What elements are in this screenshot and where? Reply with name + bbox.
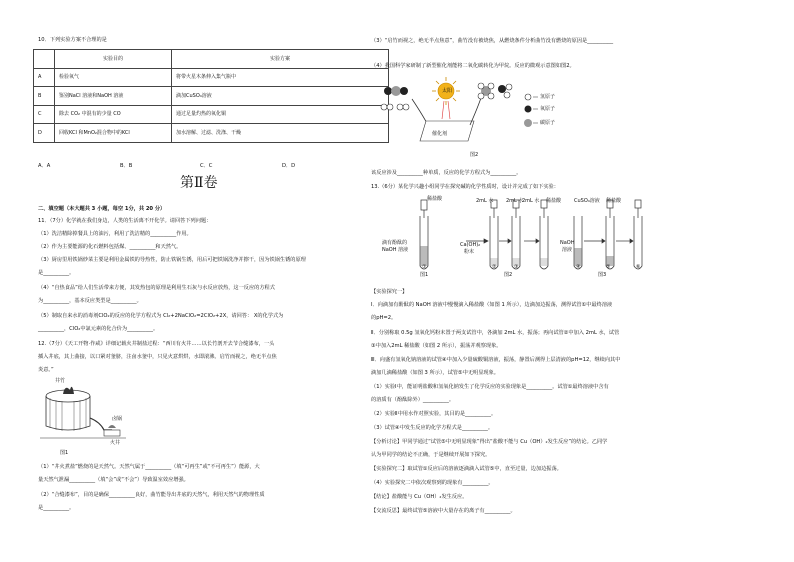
table-row xyxy=(34,68,389,87)
step1-line1: Ⅰ．向滴加有酚酞的 NaOH 溶液中慢慢滴入稀盐酸（如图 1 所示），边滴加边振荡，测得试管①中最终溶液 xyxy=(371,302,613,308)
q11-part1: （1）洗洁精除掉餐具上的油污，利用了洗洁精的__________作用。 xyxy=(38,231,192,237)
table-cell: D xyxy=(34,124,55,143)
step1-line2: 的pH=2。 xyxy=(371,315,397,321)
table-cell: 除去 CO₂ 中混有的少量 CO xyxy=(55,105,172,124)
option-b[interactable]: B．B xyxy=(120,163,133,169)
table-cell: 回收KCl 和MnO₂混合物中的KCl xyxy=(55,124,172,143)
table-header-cell xyxy=(34,50,55,69)
q12-part4-answer: 该反应涉及__________种单质，反应的化学方程式为__________。 xyxy=(371,170,522,176)
fig1-label-top: 井竹 xyxy=(55,378,66,384)
fig3-water2-label: 2mL 水 xyxy=(506,198,524,204)
q10-table xyxy=(33,49,389,143)
analysis-line1: 【分析讨论】甲同学通过“试管⑤中无明显现象”得出“盐酸不能与 Cu（OH）₂发生反应”的结论。乙同学 xyxy=(371,439,608,445)
reflection: 【交流反思】最终试管⑤溶液中大量存在的离子有__________。 xyxy=(371,508,516,514)
q11-part2: （2）作为主要能源的化石燃料包括煤、__________和天然气。 xyxy=(38,244,182,250)
tube-4-label: ④ xyxy=(576,264,581,270)
q13-part1-line2: 的溶质有（酚酞除外）__________。 xyxy=(371,397,455,403)
table-cell: 鉴别NaCl 溶液和NaOH 溶液 xyxy=(55,87,172,106)
fig3-powder-label: 粉末 xyxy=(464,249,475,255)
q12-part1-line2: 量天然气泄漏__________（填“会”或“不会”）导致温室效应增强。 xyxy=(38,477,189,483)
fig2-legend-hydrogen: 氢原子 xyxy=(540,94,556,100)
q11-part4-line2: 为__________，基本反应类型是__________。 xyxy=(38,298,142,304)
reaction-micro-figure xyxy=(378,77,588,157)
q13-part4: （4）实验探究二中依次观察到的现象有__________。 xyxy=(371,480,494,486)
table-cell: 将带火星木条伸入集气瓶中 xyxy=(172,68,389,87)
table-cell: 滴加CuSO₄溶液 xyxy=(172,87,389,106)
q13-part3: （3）试管④中发生反应的化学方程式是__________。 xyxy=(371,425,494,431)
fig3-caption-1: 图1 xyxy=(420,272,429,278)
q12-stem-line2: 插入井底，其上曲接，以口紧对釜脐，注卤水釜中，只见火意烘烘，水即滚沸。启竹而视之，绝无半点焦 xyxy=(38,354,277,360)
step3-line2: 滴加几滴稀盐酸（如图 3 所示），试管⑤中无明显现象。 xyxy=(371,370,499,376)
table-cell: C xyxy=(34,105,55,124)
q12-part3: （3）“启竹而视之，绝无半点焦意”，曲竹没有被烧焦，从燃烧条件分析曲竹没有燃烧的原因是__________ xyxy=(371,38,614,44)
exp1-heading: 【实验探究一】 xyxy=(371,289,408,295)
q11-part3-line1: （3）厨房里用铁锅炒菜主要是利用金属铁的导热性，防止铁锅生锈，用后可把铁锅洗净并擦干，因为铁锅生锈的原理 xyxy=(38,257,306,263)
fig2-catalyst-label: 催化剂 xyxy=(432,131,448,137)
fig3-caption-3: 图3 xyxy=(598,272,607,278)
q12-stem-line3: 炎意。” xyxy=(38,367,54,373)
fig3-water1-label: 2mL 水 xyxy=(476,198,494,204)
q11-part3-line2: 是__________。 xyxy=(38,270,75,276)
q13-part1-line1: （1）实验Ⅰ中，能证明盐酸和氢氧化钠发生了化学反应的实验现象是__________。试管①最终溶液中含有 xyxy=(371,384,609,390)
fig3-naoh-label1: NaOH xyxy=(560,240,575,246)
q11-part5-line1: （5）制取自来水的消毒剂ClO₂的反应的化学方程式为 Cl₂+2NaClO₂=2ClO₂+2X，请回答： X的化学式为 xyxy=(38,313,284,319)
salt-well-figure xyxy=(38,378,128,446)
tube-2-label: ② xyxy=(492,264,497,270)
step2-line2: ③中加入2mL 稀盐酸（如图 2 所示），振荡并观察现象。 xyxy=(371,343,502,349)
fig3-cuso4-label: CuSO₄溶液 xyxy=(574,198,600,204)
fig3-hcl3-label: 稀盐酸 xyxy=(606,198,622,204)
q12-part1-line1: （1）“井火煮盐”燃烧的是天然气。天然气属于__________（填“可再生”或“不可再生”）能源，大 xyxy=(38,464,260,470)
option-c[interactable]: C．C xyxy=(200,163,213,169)
fig3-phenol-label1: 滴有酚酞的 xyxy=(382,240,408,246)
fig3-hcl2-label: 稀盐酸 xyxy=(546,198,562,204)
fig1-caption: 图1 xyxy=(60,450,69,456)
table-cell: 通过足量灼热的氧化铜 xyxy=(172,105,389,124)
option-d[interactable]: D．D xyxy=(282,163,296,169)
section-heading: 二、填空题（本大题共 3 小题，每空 1分，共 20 分） xyxy=(38,206,166,212)
tube-1-label: ① xyxy=(422,264,427,270)
table-cell: 加水溶解、过滤、洗涤、干燥 xyxy=(172,124,389,143)
tube-5-label: ⑤ xyxy=(606,264,611,270)
q10-title: 10．下列实验方案不合理的是 xyxy=(38,37,107,43)
fig3-caption-2: 图2 xyxy=(504,272,513,278)
analysis-line2: 认为甲同学的结论不正确，于是继续开展如下探究。 xyxy=(371,452,491,458)
exp2-heading: 【实验探究二】取试管①反应后的溶液逐滴滴入试管⑤中，直至过量，边加边振荡。 xyxy=(371,466,562,472)
table-header-cell: 实验方案 xyxy=(172,50,389,69)
fig3-water3-label: 2mL 水 xyxy=(522,198,540,204)
q13-part2: （2）实验Ⅱ中用水作对照实验，其目的是__________。 xyxy=(371,411,497,417)
fig2-legend-carbon: 碳原子 xyxy=(540,120,556,126)
table-row xyxy=(34,50,389,69)
step3-line1: Ⅲ．向盛有氢氧化钠溶液的试管④中加入少量硫酸铜溶液，振荡，静置后测得上层清液的pH=12，继续向其中 xyxy=(371,357,621,363)
fig3-naoh-label2: 溶液 xyxy=(562,247,573,253)
q11-part4-line1: （4）“自热食品”给人们生活带来方便，其发热包的原理是利用生石灰与水反应放热，这一反应的方程式 xyxy=(38,285,275,291)
fig2-legend-oxygen: 氧原子 xyxy=(540,106,556,112)
fig1-label-pot: 卤锅 xyxy=(112,416,123,422)
test-tubes-figure xyxy=(380,196,720,280)
fig3-caoh-label: Ca(OH)₂ xyxy=(460,242,481,248)
step2-line1: Ⅱ．分别称取 0.5g 氢氧化钙粉末置于两支试管中，各滴加 2mL 水，振荡；再向试管②中加入 2mL 水，试管 xyxy=(371,330,620,336)
fig1-label-fire: 火井 xyxy=(110,440,121,446)
fig3-hcl-label: 稀盐酸 xyxy=(427,196,443,202)
table-header-cell: 实验目的 xyxy=(55,50,172,69)
table-cell: A xyxy=(34,68,55,87)
table-cell: B xyxy=(34,87,55,106)
q11-part5-line2: __________，ClO₂中氯元素的化合价为__________。 xyxy=(38,326,159,332)
table-row xyxy=(34,105,389,124)
tube-6-label: ⑥ xyxy=(636,264,641,270)
q12-part2-line2: 是__________。 xyxy=(38,505,75,511)
q11-stem: 11．（7分）化学就在我们身边，人类的生活离不开化学。请回答下列问题： xyxy=(38,218,212,224)
q12-stem-line1: 12.（7分）《天工开物·作咸》详细记载火井制盐过程：“西川有火井……以长竹剖开去节合缝漆布，一头 xyxy=(38,341,275,347)
q13-stem: 13.（6分）某化学兴趣小组同学在探究碱的化学性质时，设计并完成了如下实验： xyxy=(371,184,559,190)
tube-3-label: ③ xyxy=(514,264,519,270)
section-title: 第Ⅱ卷 xyxy=(180,175,218,191)
table-row xyxy=(34,87,389,106)
fig3-phenol-label2: NaOH 溶液 xyxy=(382,247,409,253)
conclusion: 【结论】盐酸能与 Cu（OH）₂发生反应。 xyxy=(371,494,468,500)
fig2-sun-label: 太阳 xyxy=(442,88,453,94)
q12-part4: （4）我国科学家研制了新型催化剂能将二氧化碳转化为甲烷。反应的微观示意图如图2。 xyxy=(371,63,575,69)
option-a[interactable]: A．A xyxy=(38,163,51,169)
q12-part2-line1: （2）“合缝漆布”，目的是确保__________良好，曲竹能导出井底的天然气，利用天然气的物理性质 xyxy=(38,492,265,498)
table-row xyxy=(34,124,389,143)
table-cell: 检验氧气 xyxy=(55,68,172,87)
fig2-caption: 图2 xyxy=(470,152,479,158)
